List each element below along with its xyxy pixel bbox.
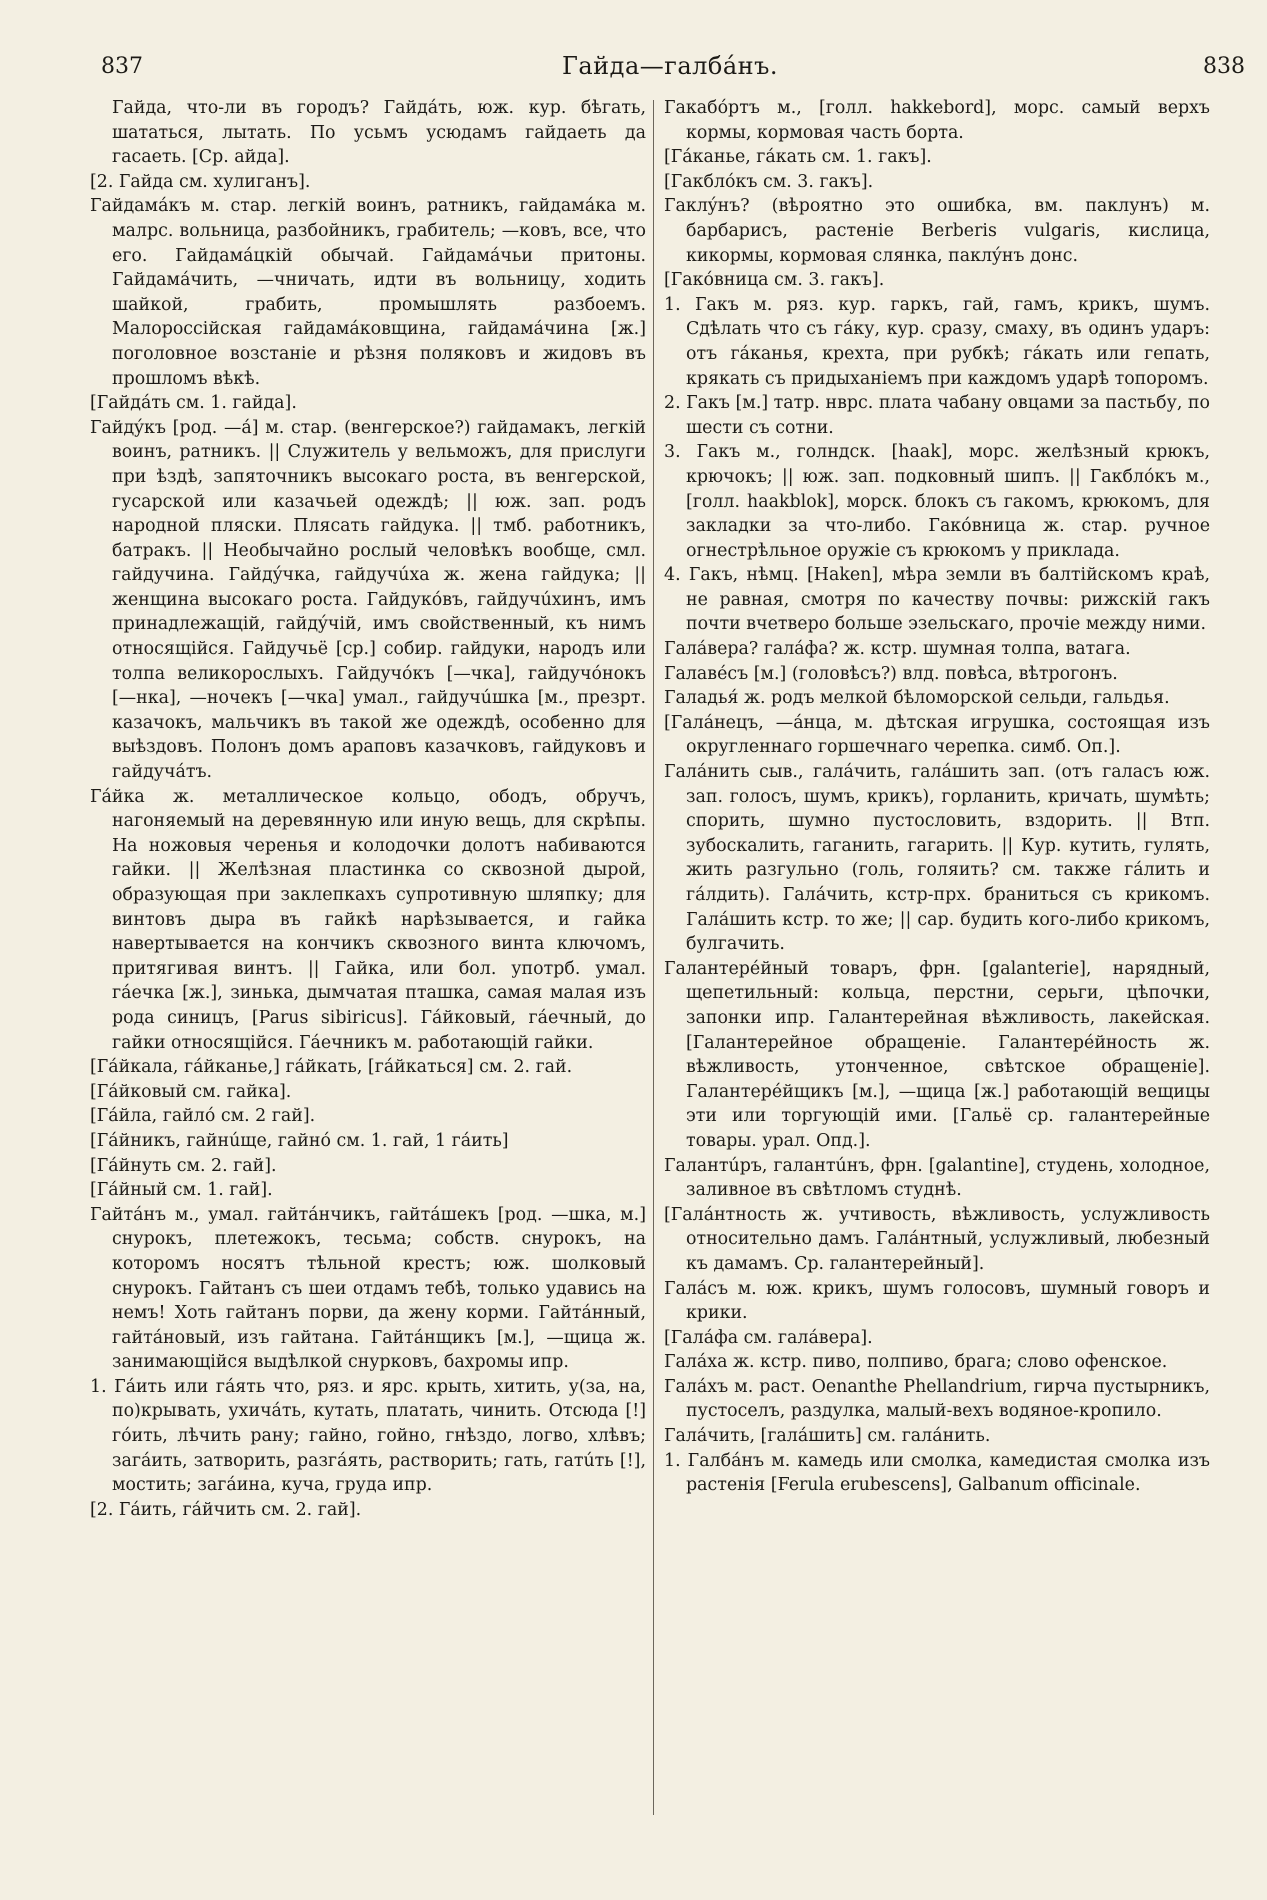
entry: Гайдамáкъ м. стар. легкій воинъ, ратникъ, гайдамáка м. малрс. вольница, разбойникъ, грабитель; —ковъ, все, что его. Гайдамáцкій обычай. Гайдамáчьи притоны. Гайдамáчить, —чничать, идти въ вольницу, ходить шайкой, грабить, промышлять разбоемъ. Малороссійская гайдамáковщина, гайдамáчина [ж.] поголовное возстаніе и рѣзня поляковъ и жидовъ въ прошломъ вѣкѣ. (90, 196, 646, 389)
entry: 1. Гáить или гáять что, ряз. и ярс. крыть, хитить, у(за, на, по)крывать, ухичáть, кутать, платать, чинить. Отсюда [!] гóить, лѣчить рану; гайно, гойно, гнѣздо, логво, хлѣвъ; загáить, затворить, разгáять, растворить; гать, гатúть [!], мостить; загáина, куча, груда ипр. (90, 1376, 646, 1496)
entry: [Галáнецъ, —áнца, м. дѣтская игрушка, состоящая изъ округленнаго горшечнаго черепка. симб. Оп.]. (664, 712, 1210, 758)
page-number-left: 837 (101, 54, 143, 79)
column-divider (653, 100, 654, 1815)
entry: Гаклýнъ? (вѣроятно это ошибка, вм. паклунъ) м. барбарисъ, растеніе Berberis vulgaris, кислица, кикормы, кормовая слянка, паклýнъ донс. (664, 196, 1210, 266)
entry: [Гáканье, гáкать см. 1. гакъ]. (664, 147, 932, 168)
page-header (95, 52, 1245, 92)
entry: [Гáйла, гайлó см. 2 гай]. (90, 1106, 316, 1127)
entry: Галавéсъ [м.] (головѣсъ?) влд. повѣса, вѣтрогонъ. (664, 663, 1118, 684)
entry: Галáнить сыв., галáчить, галáшить зап. (отъ галасъ юж. зап. голосъ, шумъ, крикъ), горланить, кричать, шумѣть; спорить, шумно пустословить, вздорить. || Втп. зубоскалить, гаганить, гагарить. || Кур. кутить, гулять, жить разгульно (голь, голяить? см. также гáлить и гáлдить). Галáчить, кстр-прх. браниться съ крикомъ. Галáшить кстр. то же; || сар. будить кого-либо крикомъ, булгачить. (664, 762, 1210, 955)
entry: Галáхъ м. раст. Oenanthe Phellandrium, гирча пустырникъ, пустоселъ, раздулка, малый-вехъ водяное-кропило. (664, 1376, 1210, 1422)
entry: Гакабóртъ м., [голл. hakkebord], морс. самый верхъ кормы, кормовая часть борта. (664, 98, 1210, 143)
entry: [Гáйный см. 1. гай]. (90, 1180, 273, 1201)
entry: [Гáйковый см. гайка]. (90, 1081, 292, 1102)
entry: [Гакблóкъ см. 3. гакъ]. (664, 171, 874, 192)
page-number-right: 838 (1203, 54, 1245, 79)
entry: 1. Гакъ м. ряз. кур. гаркъ, гай, гамъ, крикъ, шумъ. Сдѣлать что съ гáку, кур. сразу, смаху, въ одинъ ударъ: отъ гáканья, крехта, при рубкѣ; гáкать или гепать, крякать съ придыханіемъ при каждомъ ударѣ топоромъ. (664, 294, 1210, 389)
entry: Галáвера? галáфа? ж. кстр. шумная толпа, ватага. (664, 639, 1131, 660)
entry: Галантерéйный товаръ, фрн. [galanterie], нарядный, щепетильный: кольца, перстни, серьги, цѣпочки, запонки ипр. Галантерейная вѣжливость, лакейская. [Галантерейное обращеніе. Галантерéйность ж. вѣжливость, утонченное, свѣтское обращеніе]. Галантерéйщикъ [м.], —щица [ж.] работающій вещицы эти или торгующій ими. [Гальё ср. галантерейные товары. урал. Опд.]. (664, 958, 1210, 1151)
entry: Галáха ж. кстр. пиво, полпиво, брага; слово офенское. (664, 1352, 1168, 1373)
entry: [Гáйнуть см. 2. гай]. (90, 1155, 277, 1176)
entry: Гайтáнъ м., умал. гайтáнчикъ, гайтáшекъ [род. —шка, м.] снурокъ, плетежокъ, тесьма; собств. снурокъ, на которомъ носятъ тѣльной крестъ; юж. шолковый снурокъ. Гайтанъ съ шеи отдамъ тебѣ, только удавись на немъ! Хоть гайтанъ порви, да жену корми. Гайтáнный, гайтáновый, изъ гайтана. Гайтáнщикъ [м.], —щица ж. занимающійся выдѣлкой снурковъ, бахромы ипр. (90, 1204, 646, 1373)
entry: [2. Гáить, гáйчить см. 2. гай]. (90, 1499, 362, 1520)
entry: Галадья́ ж. родъ мелкой бѣломорской сельди, гальдья. (664, 688, 1170, 709)
entry: Галáсъ м. юж. крикъ, шумъ голосовъ, шумный говоръ и крики. (664, 1278, 1210, 1324)
entry: Гайда, что-ли въ городъ? Гайдáть, юж. кур. бѣгать, шататься, лытать. По усьмъ усюдамъ гайдаеть да гасаеть. [Ср. айда]. (112, 98, 646, 168)
page-title: Гайда—галбáнъ. (561, 52, 779, 80)
entry: [Гáйникъ, гайнúще, гайнó см. 1. гай, 1 гáить] (90, 1130, 509, 1151)
entry: 4. Гакъ, нѣмц. [Haken], мѣра земли въ балтійскомъ краѣ, не равная, смотря по качеству почвы: рижскій гакъ почти вчетверо больше эзельскаго, прочіе между ними. (664, 565, 1210, 635)
entry: [2. Гайда см. хулиганъ]. (90, 171, 311, 192)
left-column (90, 96, 646, 1886)
entry: [Гáйкала, гáйканье,] гáйкать, [гáйкаться] см. 2. гай. (90, 1057, 573, 1078)
entry: [Галáнтность ж. учтивость, вѣжливость, услужливость относительно дамъ. Галáнтный, услужливый, любезный къ дамамъ. Ср. галантерейный]. (664, 1204, 1210, 1274)
entry: Галáчить, [галáшить] см. галáнить. (664, 1426, 991, 1447)
entry: [Галáфа см. галáвера]. (664, 1327, 873, 1348)
right-column (664, 96, 1210, 1886)
entry: [Гакóвница см. 3. гакъ]. (664, 270, 885, 291)
entry: Гайдýкъ [род. —á] м. стар. (венгерское?) гайдамакъ, легкій воинъ, ратникъ. || Служитель у вельможъ, для прислуги при ѣздѣ, запяточникъ высокаго роста, въ венгерской, гусарской или казачьей одеждѣ; || юж. зап. родъ народной пляски. Плясать гайдука. || тмб. работникъ, батракъ. || Необычайно рослый человѣкъ вообще, смл. гайдучина. Гайдýчка, гайдучúха ж. жена гайдука; || женщина высокаго роста. Гайдукóвъ, гайдучúхинъ, имъ принадлежащій, гайдýчій, имъ свойственный, къ нимъ относящійся. Гайдучьё [ср.] собир. гайдуки, народъ или толпа великорослыхъ. Гайдучóкъ [—чка], гайдучóнокъ [—нка], —ночекъ [—чка] умал., гайдучúшка [м., презрт. казачокъ, мальчикъ въ такой же одеждѣ, особенно для выѣздовъ. Полонъ домъ араповъ казачковъ, гайдуковъ и гайдучáтъ. (90, 417, 646, 783)
entry: Галантúръ, галантúнъ, фрн. [galantine], студень, холодное, заливное въ свѣтломъ студнѣ. (664, 1155, 1210, 1201)
entry: Гáйка ж. металлическое кольцо, ободъ, обручъ, нагоняемый на деревянную или иную вещь, для скрѣпы. На ножовыя черенья и колодочки долотъ набиваются гайки. || Желѣзная пластинка со сквозной дырой, образующая при заклепкахъ супротивную шляпку; для винтовъ дыра въ гайкѣ нарѣзывается, и гайка навертывается на кончикъ сквозного винта ключомъ, притягивая винтъ. || Гайка, или бол. употрб. умал. гáечка [ж.], зинька, дымчатая пташка, самая малая изъ рода синицъ, [Parus sibiricus]. Гáйковый, гáечный, до гайки относящійся. Гáечникъ м. работающій гайки. (90, 786, 646, 1053)
entry: 1. Галбáнъ м. камедь или смолка, камедистая смолка изъ растенія [Ferula erubescens], Galbanum officinale. (664, 1450, 1210, 1496)
entry: [Гайдáть см. 1. гайда]. (90, 393, 297, 414)
entry: 3. Гакъ м., голндск. [haak], морс. желѣзный крюкъ, крючокъ; || юж. зап. подковный шипъ. || Гакблóкъ м., [голл. haakblok], морск. блокъ съ гакомъ, крюкомъ, для закладки за что-либо. Гакóвница ж. стар. ручное огнестрѣльное оружіе съ крюкомъ у приклада. (664, 442, 1210, 561)
entry: 2. Гакъ [м.] татр. нврс. плата чабану овцами за пастьбу, по шести съ сотни. (664, 393, 1210, 438)
